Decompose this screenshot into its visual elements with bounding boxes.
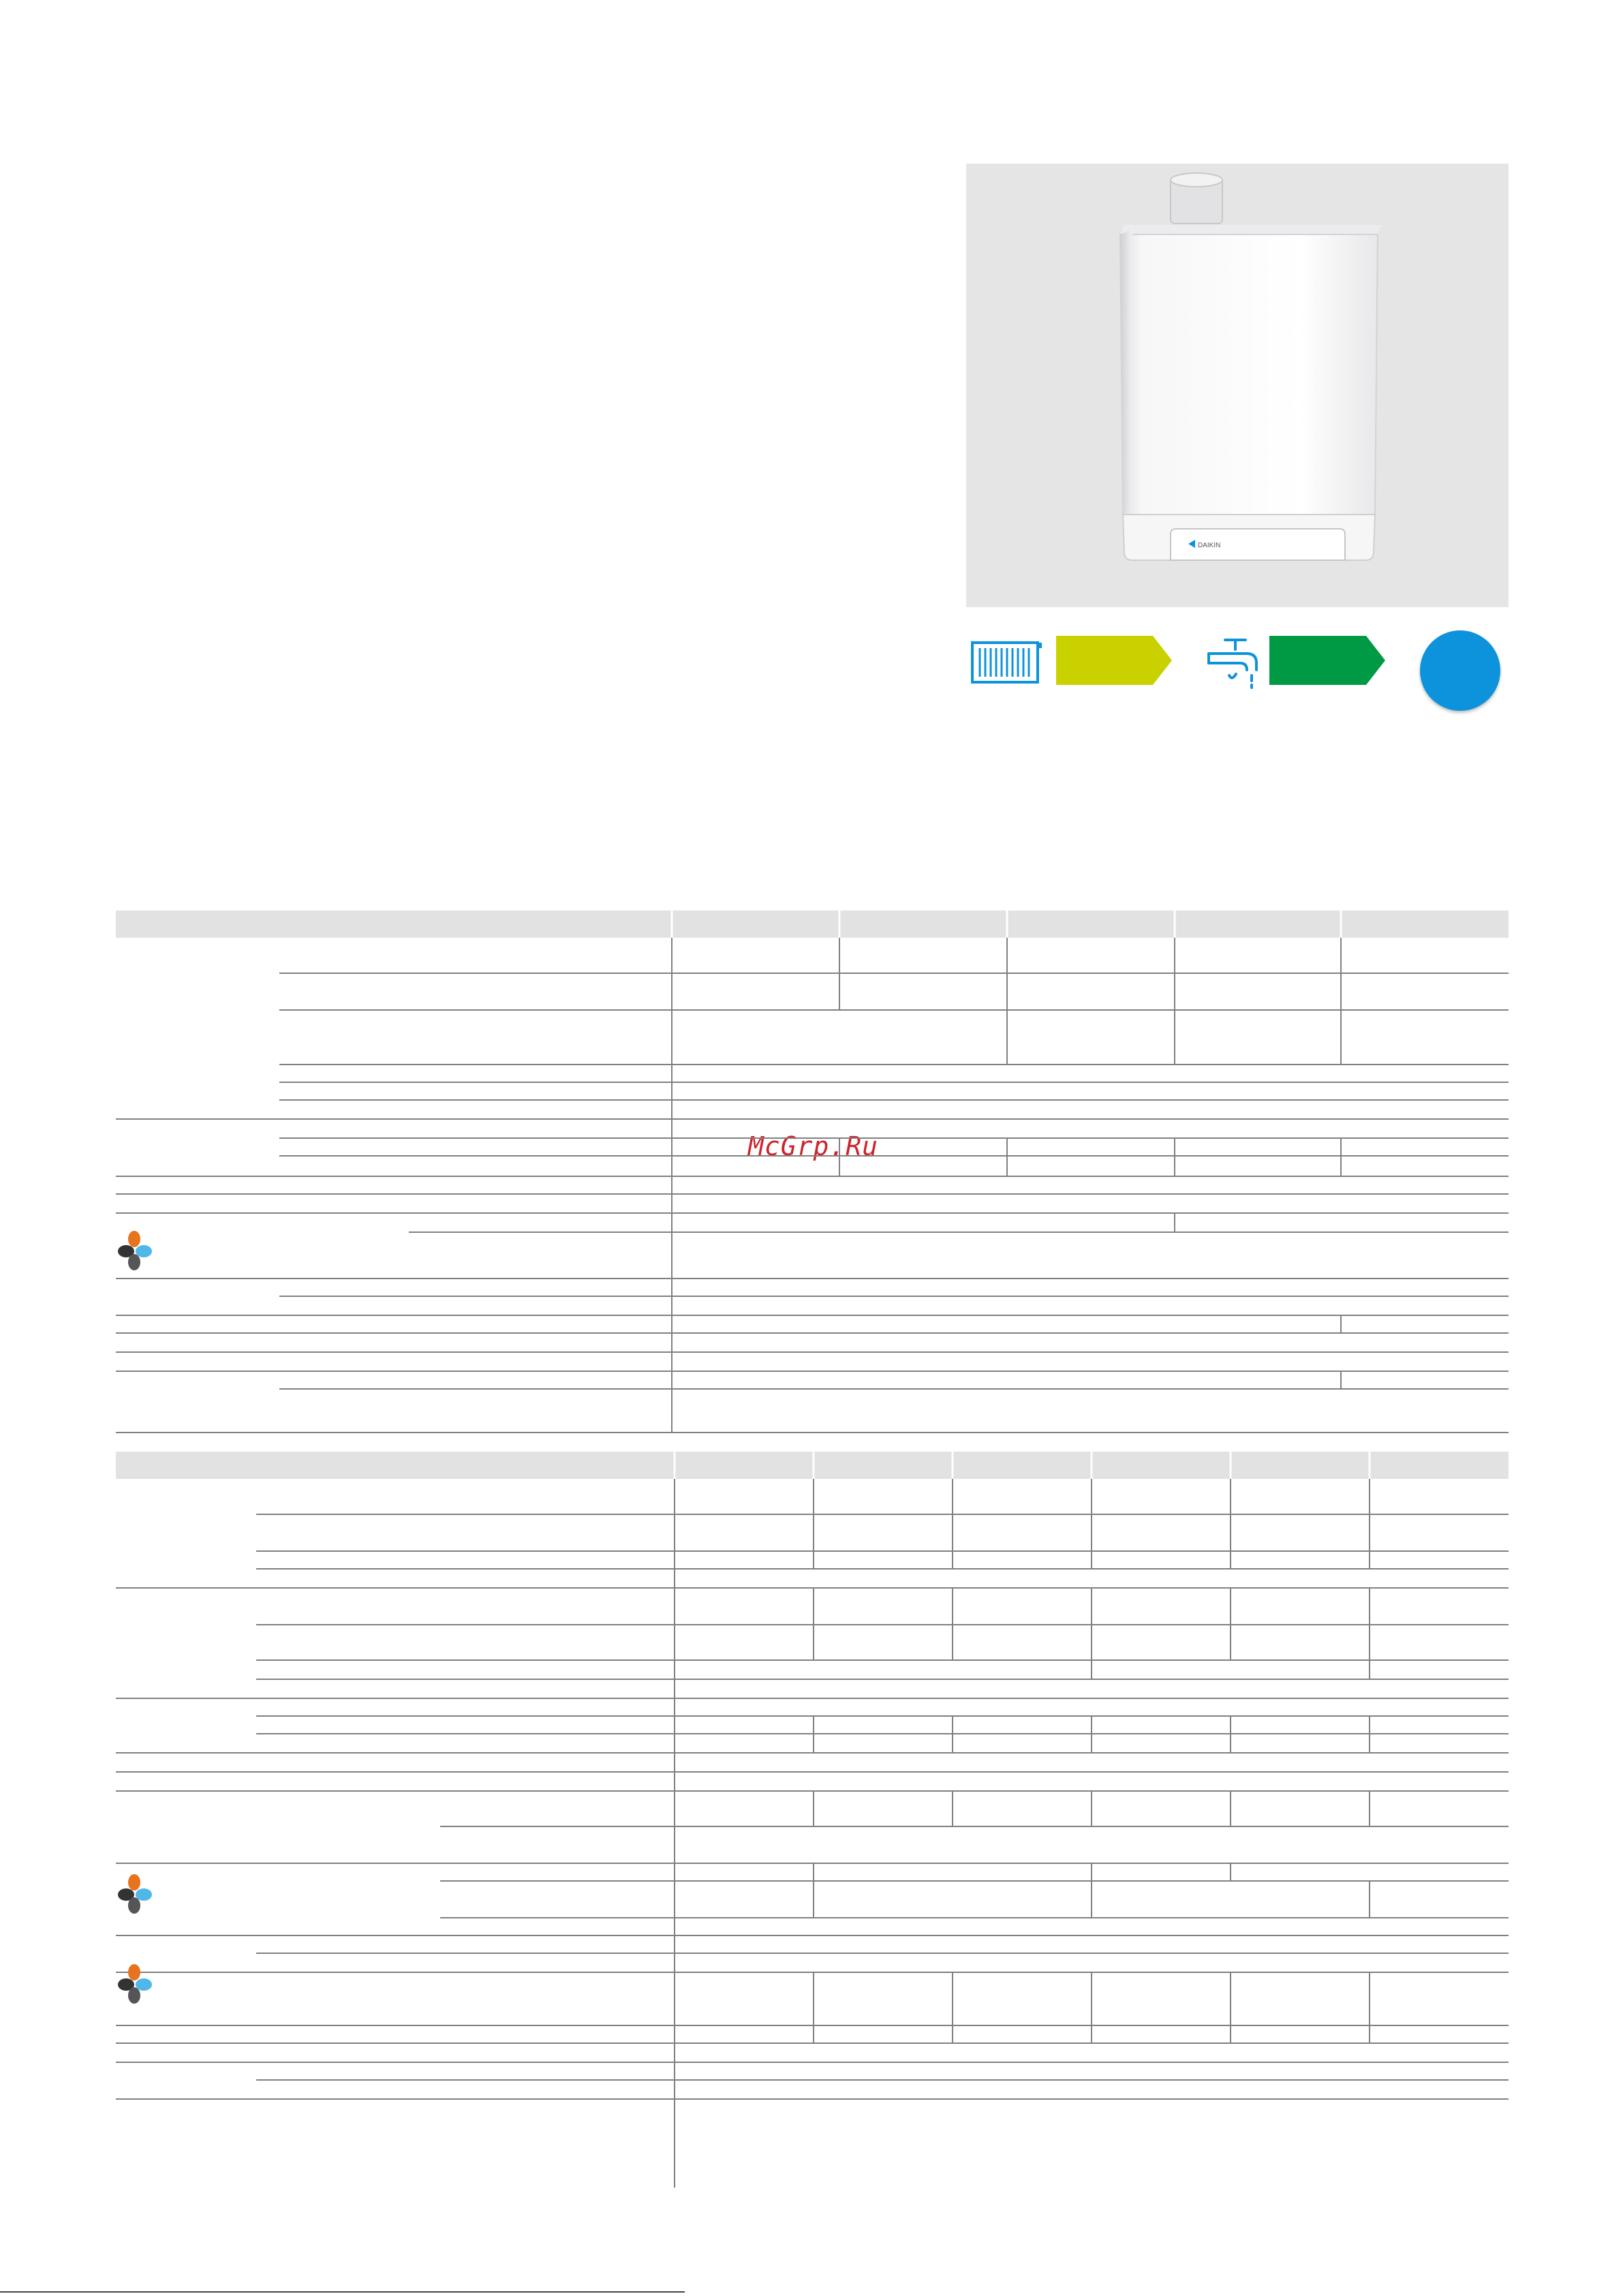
energy-label-icon [118, 1874, 152, 1914]
boiler-illustration [966, 164, 1509, 607]
radiator-icon [970, 637, 1042, 686]
product-photo [966, 164, 1509, 607]
blue-dot-badge [1420, 630, 1500, 711]
tap-icon [1205, 633, 1266, 690]
footer-rule [0, 2291, 685, 2293]
spec-table-2 [116, 1452, 1509, 2189]
hot-water-arrow [1269, 636, 1385, 685]
watermark-text: McGrp.Ru [748, 1131, 879, 1161]
svg-text:DAIKIN: DAIKIN [1198, 542, 1221, 549]
energy-label-icon [118, 1231, 152, 1270]
heating-arrow [1056, 636, 1172, 685]
energy-label-icon [118, 1964, 152, 2004]
spec-table-1 [116, 910, 1509, 1434]
feature-badges [966, 630, 1511, 705]
